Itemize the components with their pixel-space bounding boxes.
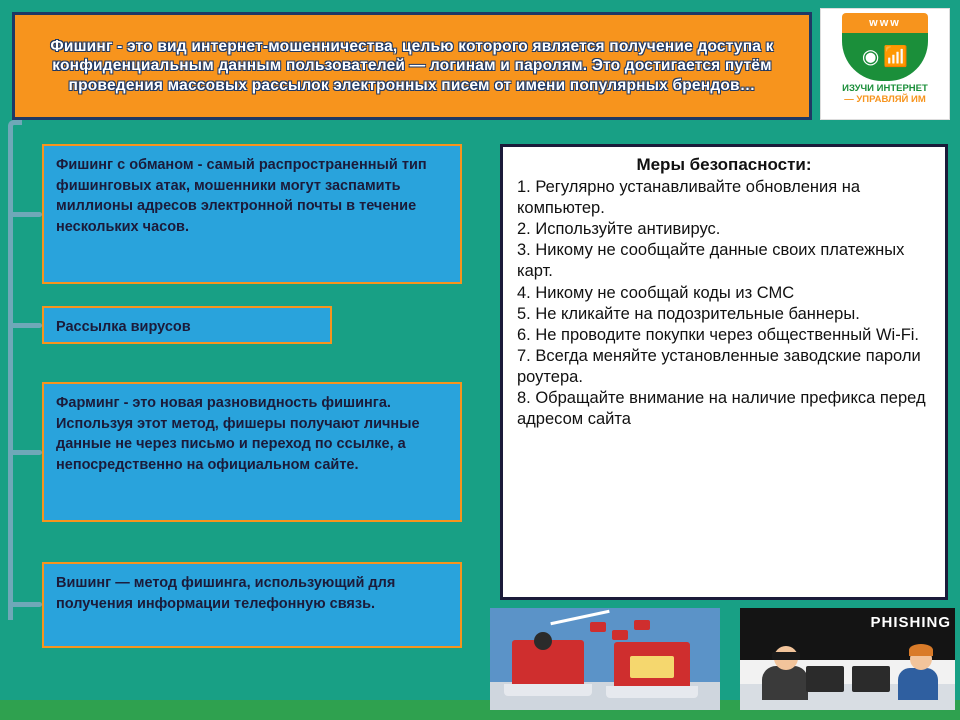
safety-measures-list [517, 177, 931, 430]
safety-item-7: 7. Всегда меняйте установленные заводские пароли роутера. [517, 346, 921, 386]
connector-branch-3 [10, 450, 42, 455]
card-pharming [42, 382, 462, 522]
thief-body [762, 666, 808, 700]
card-vishing [42, 562, 462, 648]
safety-item-6: 6. Не проводите покупки через общественный Wi-Fi. [517, 325, 920, 344]
header-text: Фишинг - это вид интернет-мошенничества, целью которого является получение доступа к конфиденциальным данным пользователей — логинам и паролям. Это достигается путём проведения массовых рассылок электронных писем от имени популярных брендов… [50, 37, 774, 94]
connector-branch-2 [10, 323, 42, 328]
connector-spine [8, 120, 22, 620]
connector-branch-1 [10, 212, 42, 217]
logo-caption-line2: — УПРАВЛЯЙ ИМ [844, 93, 926, 105]
phishing-email-laptops-illustration [490, 608, 720, 710]
card-phishing-deception-text: Фишинг с обманом - самый распространенный тип фишинговых атак, мошенники могут заспамить миллионы адресов электронной почты в течение нескольких часов. [56, 157, 427, 235]
laptop-right-base [606, 686, 698, 698]
card-phishing-deception [42, 144, 462, 284]
bait-tag-2 [612, 630, 628, 640]
safety-item-5: 5. Не кликайте на подозрительные баннеры. [517, 304, 860, 323]
logo-www-label: www [842, 13, 928, 33]
hacker-head-icon [534, 632, 552, 650]
email-envelope-icon [630, 656, 674, 678]
user-hair [909, 644, 933, 656]
card-virus-mailing-text: Рассылка вирусов [56, 319, 191, 335]
phishing-thief-at-desk-illustration [740, 608, 955, 710]
bait-tag-3 [634, 620, 650, 630]
safety-measures-title: Меры безопасности: [636, 155, 812, 174]
safety-item-4: 4. Никому не сообщай коды из СМС [517, 283, 795, 302]
logo-caption [842, 84, 928, 106]
safety-item-8: 8. Обращайте внимание на наличие префикса перед адресом сайта [517, 389, 926, 429]
monitor-left [806, 666, 844, 692]
connector-branch-4 [10, 602, 42, 607]
bait-tag-1 [590, 622, 606, 632]
monitor-right [852, 666, 890, 692]
logo [820, 8, 950, 120]
phishing-banner-text: PHISHING [870, 614, 951, 631]
wifi-icon: ◉ [861, 46, 880, 68]
safety-measures-panel [500, 144, 948, 600]
card-virus-mailing [42, 306, 332, 344]
user-body [898, 668, 938, 700]
logo-shield [842, 33, 928, 81]
header-banner [12, 12, 812, 120]
card-vishing-text: Вишинг — метод фишинга, использующий для получения информации телефонную связь. [56, 575, 396, 612]
wifi-icon-2: 📶 [883, 46, 909, 68]
thief-mask-icon [772, 652, 800, 660]
safety-item-3: 3. Никому не сообщайте данные своих платежных карт. [517, 241, 905, 281]
safety-item-2: 2. Используйте антивирус. [517, 220, 721, 239]
laptop-left-base [504, 684, 592, 696]
logo-caption-line1: ИЗУЧИ ИНТЕРНЕТ [842, 83, 928, 94]
card-pharming-text: Фарминг - это новая разновидность фишинга. Используя этот метод, фишеры получают личные данные не через письмо и переход по ссылке, а непосредственно на официальном сайте. [56, 395, 420, 473]
safety-item-1: 1. Регулярно устанавливайте обновления на компьютер. [517, 178, 861, 218]
